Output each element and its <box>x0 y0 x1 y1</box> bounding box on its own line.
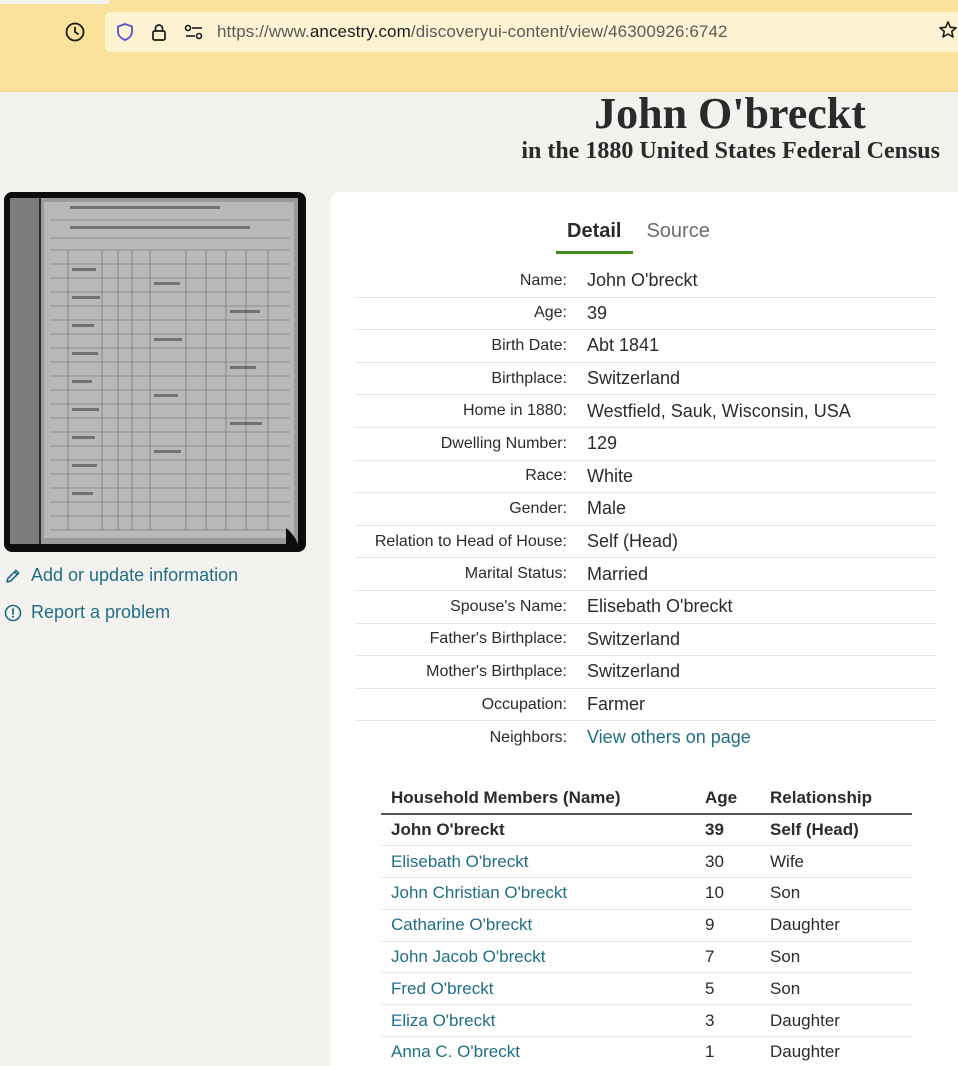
detail-value: Westfield, Sauk, Wisconsin, USA <box>587 400 851 421</box>
detail-row-occupation <box>355 689 936 722</box>
detail-label: Spouse's Name: <box>450 597 567 615</box>
member-name-link[interactable]: Eliza O'breckt <box>381 1005 695 1037</box>
record-tabs <box>556 220 722 254</box>
url-text[interactable] <box>217 22 728 42</box>
url-path: /discoveryui-content/view/46300926:6742 <box>410 22 728 41</box>
detail-value: 39 <box>587 302 608 323</box>
member-name-link[interactable]: Catharine O'breckt <box>381 909 695 941</box>
member-relationship: Son <box>760 941 912 973</box>
member-relationship: Daughter <box>760 1005 912 1037</box>
member-relationship: Self (Head) <box>760 814 912 846</box>
report-problem-link[interactable] <box>4 602 170 623</box>
detail-row-mother-birthplace <box>355 656 936 689</box>
column-header-age: Age <box>695 786 760 814</box>
detail-label: Relation to Head of House: <box>374 532 567 550</box>
view-neighbors-link[interactable]: View others on page <box>587 727 751 748</box>
member-name: John O'breckt <box>381 814 695 846</box>
member-relationship: Daughter <box>760 1037 912 1066</box>
detail-row-gender <box>355 493 936 526</box>
detail-value: Self (Head) <box>587 531 679 552</box>
column-header-name: Household Members (Name) <box>381 786 695 814</box>
detail-label: Dwelling Number: <box>440 434 567 452</box>
member-name-link[interactable]: Fred O'breckt <box>381 973 695 1005</box>
detail-value: Abt 1841 <box>587 335 660 356</box>
detail-value: Switzerland <box>587 661 681 682</box>
member-age: 9 <box>695 909 760 941</box>
detail-value: Switzerland <box>587 628 681 649</box>
census-image-thumbnail[interactable] <box>4 192 306 552</box>
household-row <box>381 941 912 973</box>
alert-circle-icon <box>4 604 22 622</box>
detail-label: Mother's Birthplace: <box>426 662 567 680</box>
detail-label: Father's Birthplace: <box>429 630 567 648</box>
detail-label: Gender: <box>509 499 567 517</box>
detail-row-age <box>355 298 936 331</box>
household-row <box>381 909 912 941</box>
detail-label: Home in 1880: <box>462 402 567 420</box>
detail-label: Age: <box>534 304 567 322</box>
detail-value: Male <box>587 498 627 519</box>
star-icon[interactable] <box>938 20 958 42</box>
household-row <box>381 846 912 878</box>
member-age: 3 <box>695 1005 760 1037</box>
add-update-information-link[interactable] <box>4 565 238 586</box>
detail-value: Farmer <box>587 694 645 715</box>
address-bar[interactable] <box>105 12 958 52</box>
detail-row-home <box>355 395 936 428</box>
add-update-label: Add or update information <box>31 565 239 585</box>
pencil-icon <box>4 567 22 585</box>
member-relationship: Son <box>760 878 912 910</box>
detail-row-father-birthplace <box>355 624 936 657</box>
member-relationship: Wife <box>760 846 912 878</box>
tab-detail[interactable]: Detail <box>556 220 633 254</box>
detail-label: Birthplace: <box>491 369 567 387</box>
tab-source[interactable]: Source <box>646 220 710 242</box>
detail-label: Race: <box>525 467 567 485</box>
url-domain: ancestry.com <box>309 22 411 41</box>
household-row <box>381 878 912 910</box>
record-details <box>355 265 936 754</box>
detail-label: Occupation: <box>481 695 567 713</box>
page-title: John O'breckt <box>594 89 866 138</box>
member-age: 39 <box>695 814 760 846</box>
detail-row-neighbors <box>355 721 936 754</box>
member-age: 30 <box>695 846 760 878</box>
member-name-link[interactable]: Elisebath O'breckt <box>381 846 695 878</box>
page-subtitle: in the 1880 United States Federal Census <box>521 138 940 164</box>
household-row <box>381 814 912 846</box>
detail-label: Neighbors: <box>489 728 567 746</box>
member-name-link[interactable]: John Jacob O'breckt <box>381 941 695 973</box>
detail-row-spouse <box>355 591 936 624</box>
history-icon[interactable] <box>63 20 87 44</box>
detail-row-race <box>355 461 936 494</box>
lock-icon[interactable] <box>148 21 170 43</box>
detail-row-relation <box>355 526 936 559</box>
detail-value: Married <box>587 563 649 584</box>
detail-label: Name: <box>519 271 567 289</box>
household-row <box>381 1037 912 1066</box>
active-tab-strip[interactable] <box>0 0 110 4</box>
detail-row-marital <box>355 558 936 591</box>
detail-row-birthplace <box>355 363 936 396</box>
detail-row-dwelling <box>355 428 936 461</box>
report-problem-label: Report a problem <box>31 602 171 622</box>
detail-value: 129 <box>587 433 618 454</box>
detail-row-birth-date <box>355 330 936 363</box>
shield-icon[interactable] <box>114 21 136 43</box>
detail-value: Switzerland <box>587 368 681 389</box>
detail-value: John O'breckt <box>587 270 698 291</box>
household-header-row <box>381 786 912 814</box>
column-header-relationship: Relationship <box>760 786 912 814</box>
household-members-table <box>381 786 912 1066</box>
member-age: 5 <box>695 973 760 1005</box>
detail-value: White <box>587 465 634 486</box>
detail-row-name <box>355 265 936 298</box>
household-row <box>381 1005 912 1037</box>
member-relationship: Daughter <box>760 909 912 941</box>
detail-value: Elisebath O'breckt <box>587 596 733 617</box>
url-prefix: https://www. <box>217 22 310 41</box>
member-age: 10 <box>695 878 760 910</box>
household-row <box>381 973 912 1005</box>
member-age: 7 <box>695 941 760 973</box>
member-age: 1 <box>695 1037 760 1066</box>
browser-toolbar <box>0 0 958 92</box>
detail-label: Birth Date: <box>491 336 567 354</box>
record-panel <box>331 192 958 1066</box>
detail-label: Marital Status: <box>464 565 567 583</box>
member-relationship: Son <box>760 973 912 1005</box>
member-name-link[interactable]: John Christian O'breckt <box>381 878 695 910</box>
permissions-icon[interactable] <box>183 21 205 43</box>
member-name-link[interactable]: Anna C. O'breckt <box>381 1037 695 1066</box>
census-page-image <box>10 198 298 544</box>
